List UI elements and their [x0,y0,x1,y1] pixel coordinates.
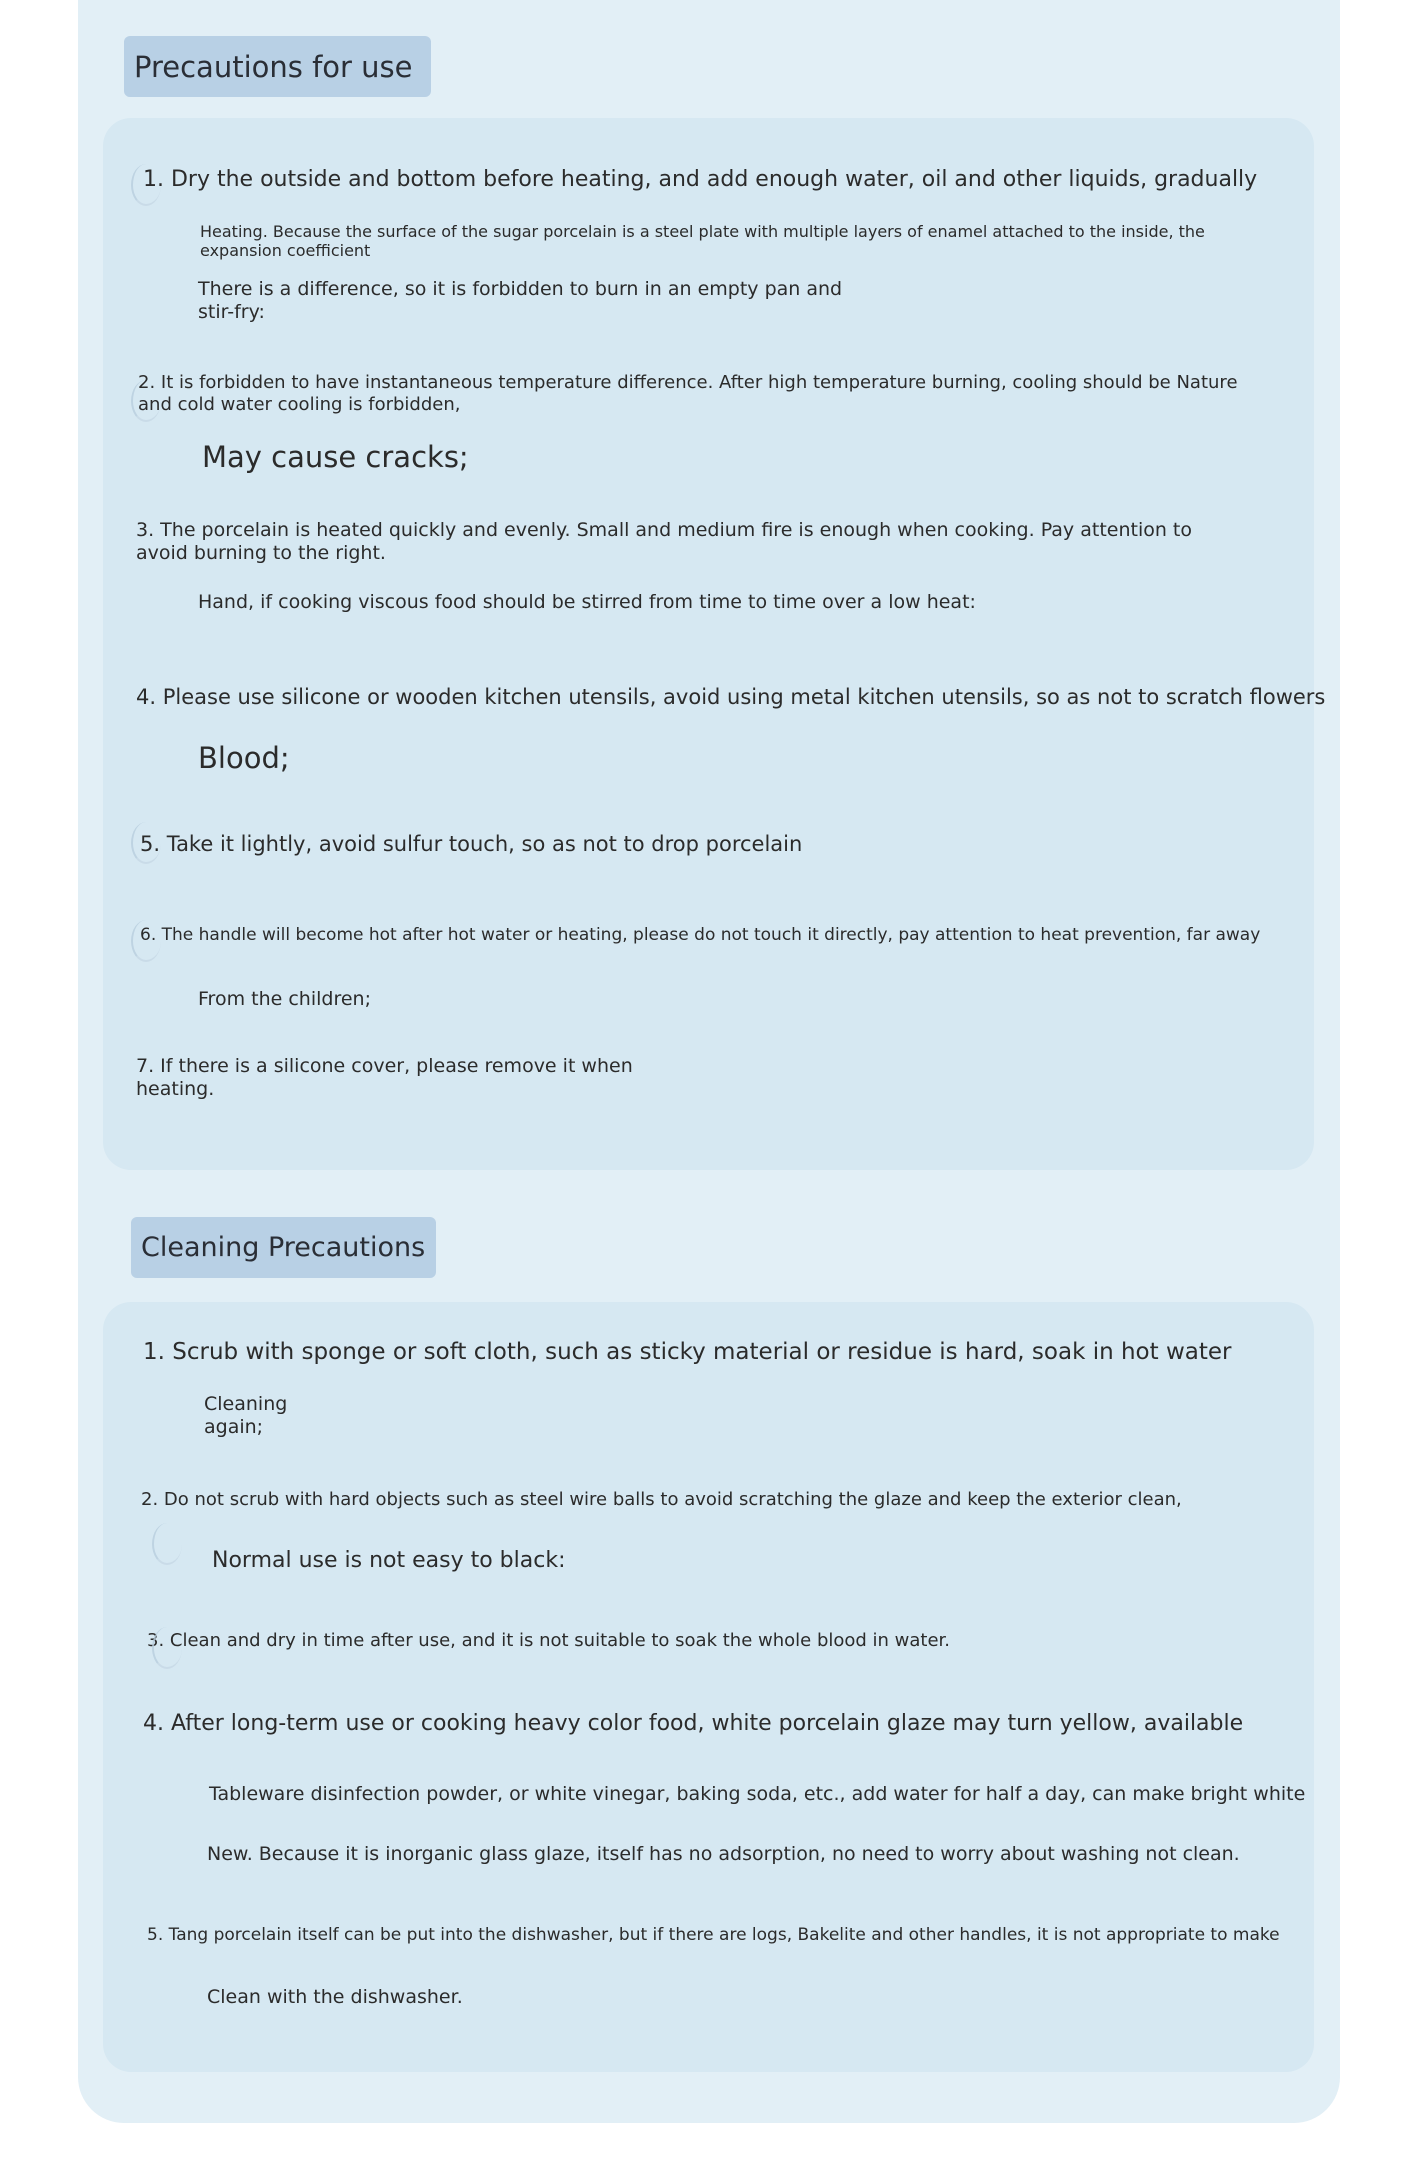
cleaning-item-2-continuation: Normal use is not easy to black: [212,1548,566,1573]
usage-item-1-detail: Heating. Because the surface of the sugar porcelain is a steel plate with multiple layers of enamel attached to the inside, the expansion coefficient [200,222,1205,261]
usage-item-4-continuation: Blood; [198,741,290,775]
usage-item-1-continuation: There is a difference, so it is forbidden to burn in an empty pan and stir-fry: [198,278,843,323]
cleaning-item-3: 3. Clean and dry in time after use, and it is not suitable to soak the whole blood in water. [147,1630,951,1651]
bullet-decoration-icon [152,1627,182,1669]
cleaning-item-4-continuation-2: New. Because it is inorganic glass glaze, itself has no adsorption, no need to worry about washing not clean. [207,1843,1240,1865]
cleaning-item-5: 5. Tang porcelain itself can be put into the dishwasher, but if there are logs, Bakelite and other handles, it is not appropriate to make [147,1925,1280,1945]
usage-item-7: 7. If there is a silicone cover, please remove it when heating. [136,1055,633,1100]
cleaning-item-1-continuation: Cleaning again; [204,1393,288,1438]
cleaning-item-2: 2. Do not scrub with hard objects such as steel wire balls to avoid scratching the glaze and keep the exterior clean, [141,1489,1182,1510]
usage-item-2-continuation: May cause cracks; [202,440,469,474]
bullet-decoration-icon [152,1523,182,1565]
cleaning-item-1: 1. Scrub with sponge or soft cloth, such as sticky material or residue is hard, soak in hot water [143,1339,1232,1365]
usage-item-3-continuation: Hand, if cooking viscous food should be stirred from time to time over a low heat: [198,591,976,613]
usage-card [103,118,1314,1170]
usage-item-3: 3. The porcelain is heated quickly and evenly. Small and medium fire is enough when cooking. Pay attention to avoid burning to the right. [136,519,1193,564]
usage-item-4: 4. Please use silicone or wooden kitchen utensils, avoid using metal kitchen utensils, so as not to scratch flowers [136,685,1326,709]
section-title-usage-text: Precautions for use [134,49,413,84]
usage-item-1: 1. Dry the outside and bottom before heating, and add enough water, oil and other liquids, gradually [143,167,1258,192]
usage-item-6-continuation: From the children; [198,988,371,1010]
usage-item-5: 5. Take it lightly, avoid sulfur touch, so as not to drop porcelain [140,832,803,856]
section-title-usage [124,36,431,97]
usage-item-2: 2. It is forbidden to have instantaneous temperature difference. After high temperature burning, cooling should be Nature and cold water cooling is forbidden, [138,372,1238,415]
cleaning-item-4: 4. After long-term use or cooking heavy color food, white porcelain glaze may turn yellow, available [143,1711,1244,1736]
usage-item-6: 6. The handle will become hot after hot water or heating, please do not touch it directly, pay attention to heat prevention, far away [140,925,1261,945]
cleaning-item-5-continuation: Clean with the dishwasher. [207,1986,463,2008]
section-title-cleaning [131,1217,436,1278]
cleaning-item-4-continuation-1: Tableware disinfection powder, or white vinegar, baking soda, etc., add water for half a day, can make bright white [209,1783,1306,1805]
section-title-cleaning-text: Cleaning Precautions [141,1232,426,1263]
